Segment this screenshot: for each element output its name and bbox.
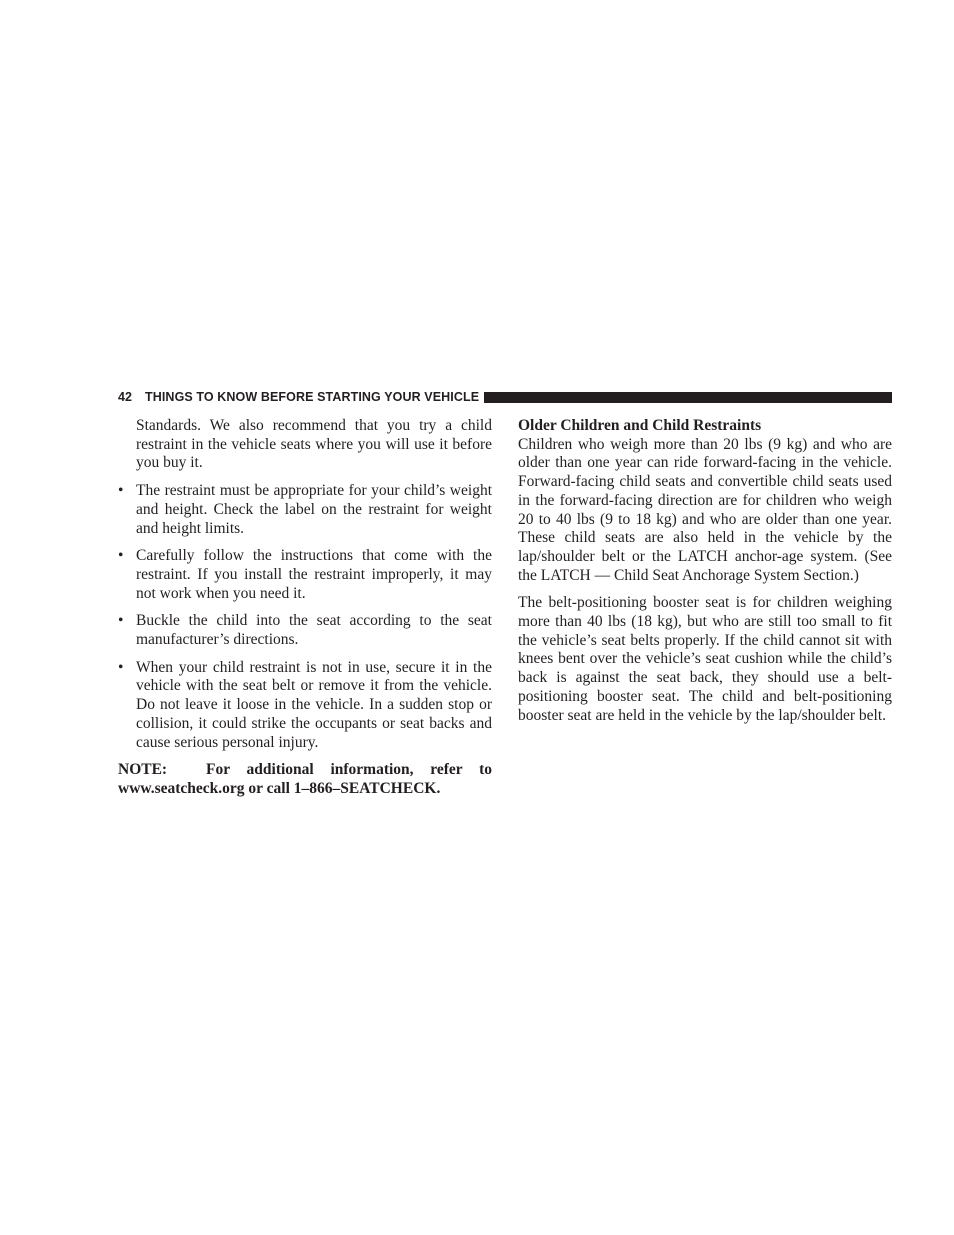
note-label: NOTE: — [118, 761, 168, 779]
bullet-item — [118, 659, 492, 753]
bullet-icon: • — [118, 547, 124, 565]
section-heading: Older Children and Child Restraints — [518, 417, 762, 434]
section-title: THINGS TO KNOW BEFORE STARTING YOUR VEHICLE — [145, 390, 480, 404]
bullet-text: Buckle the child into the seat according to the seat manufacturer’s directions. — [136, 612, 492, 649]
bullet-item — [118, 547, 492, 603]
page-number: 42 — [118, 390, 132, 404]
header-rule-bar — [484, 392, 892, 403]
page-header — [118, 389, 892, 405]
body-paragraph: Children who weigh more than 20 lbs (9 kg) and who are older than one year can ride forward-facing in the vehicle. Forward-facing child seats and convertible child seats used in the forward-facing direction are for children who weigh 20 to 40 lbs (9 to 18 kg) and who are older than one year. These child seats are also held in the vehicle by the lap/shoulder belt or the LATCH anchor-age system. (See the LATCH — Child Seat Anchorage System Section.) — [518, 435, 892, 584]
continuation-paragraph: Standards. We also recommend that you try a child restraint in the vehicle seats where you will use it before you buy it. — [136, 417, 492, 472]
note-text: For additional information, refer to www.seatcheck.org or call 1–866–SEATCHECK. — [118, 761, 492, 797]
bullet-item — [118, 612, 492, 649]
bullet-text: The restraint must be appropriate for your child’s weight and height. Check the label on the restraint for weight and height limits. — [136, 482, 492, 537]
bullet-icon: • — [118, 482, 124, 500]
bullet-text: When your child restraint is not in use, secure it in the vehicle with the seat belt or remove it from the vehicle. Do not leave it loose in the vehicle. In a sudden stop or collision, it could strike the occupants or seat backs and cause serious personal injury. — [136, 658, 492, 751]
bullet-list — [118, 482, 492, 752]
note-paragraph — [118, 761, 492, 798]
bullet-item — [118, 482, 492, 538]
left-column — [118, 417, 492, 799]
bullet-icon: • — [118, 658, 124, 676]
body-paragraph: The belt-positioning booster seat is for children weighing more than 40 lbs (18 kg), but who are still too small to fit the vehicle’s seat belts properly. If the child cannot sit with knees bent over the vehicle’s seat cushion while the child’s back is against the seat back, they should use a belt-positioning booster seat. The child and belt-positioning booster seat are held in the vehicle by the lap/shoulder belt. — [518, 594, 892, 724]
bullet-text: Carefully follow the instructions that come with the restraint. If you install the restraint improperly, it may not work when you need it. — [136, 547, 492, 602]
right-column — [518, 417, 892, 725]
bullet-icon: • — [118, 612, 124, 630]
